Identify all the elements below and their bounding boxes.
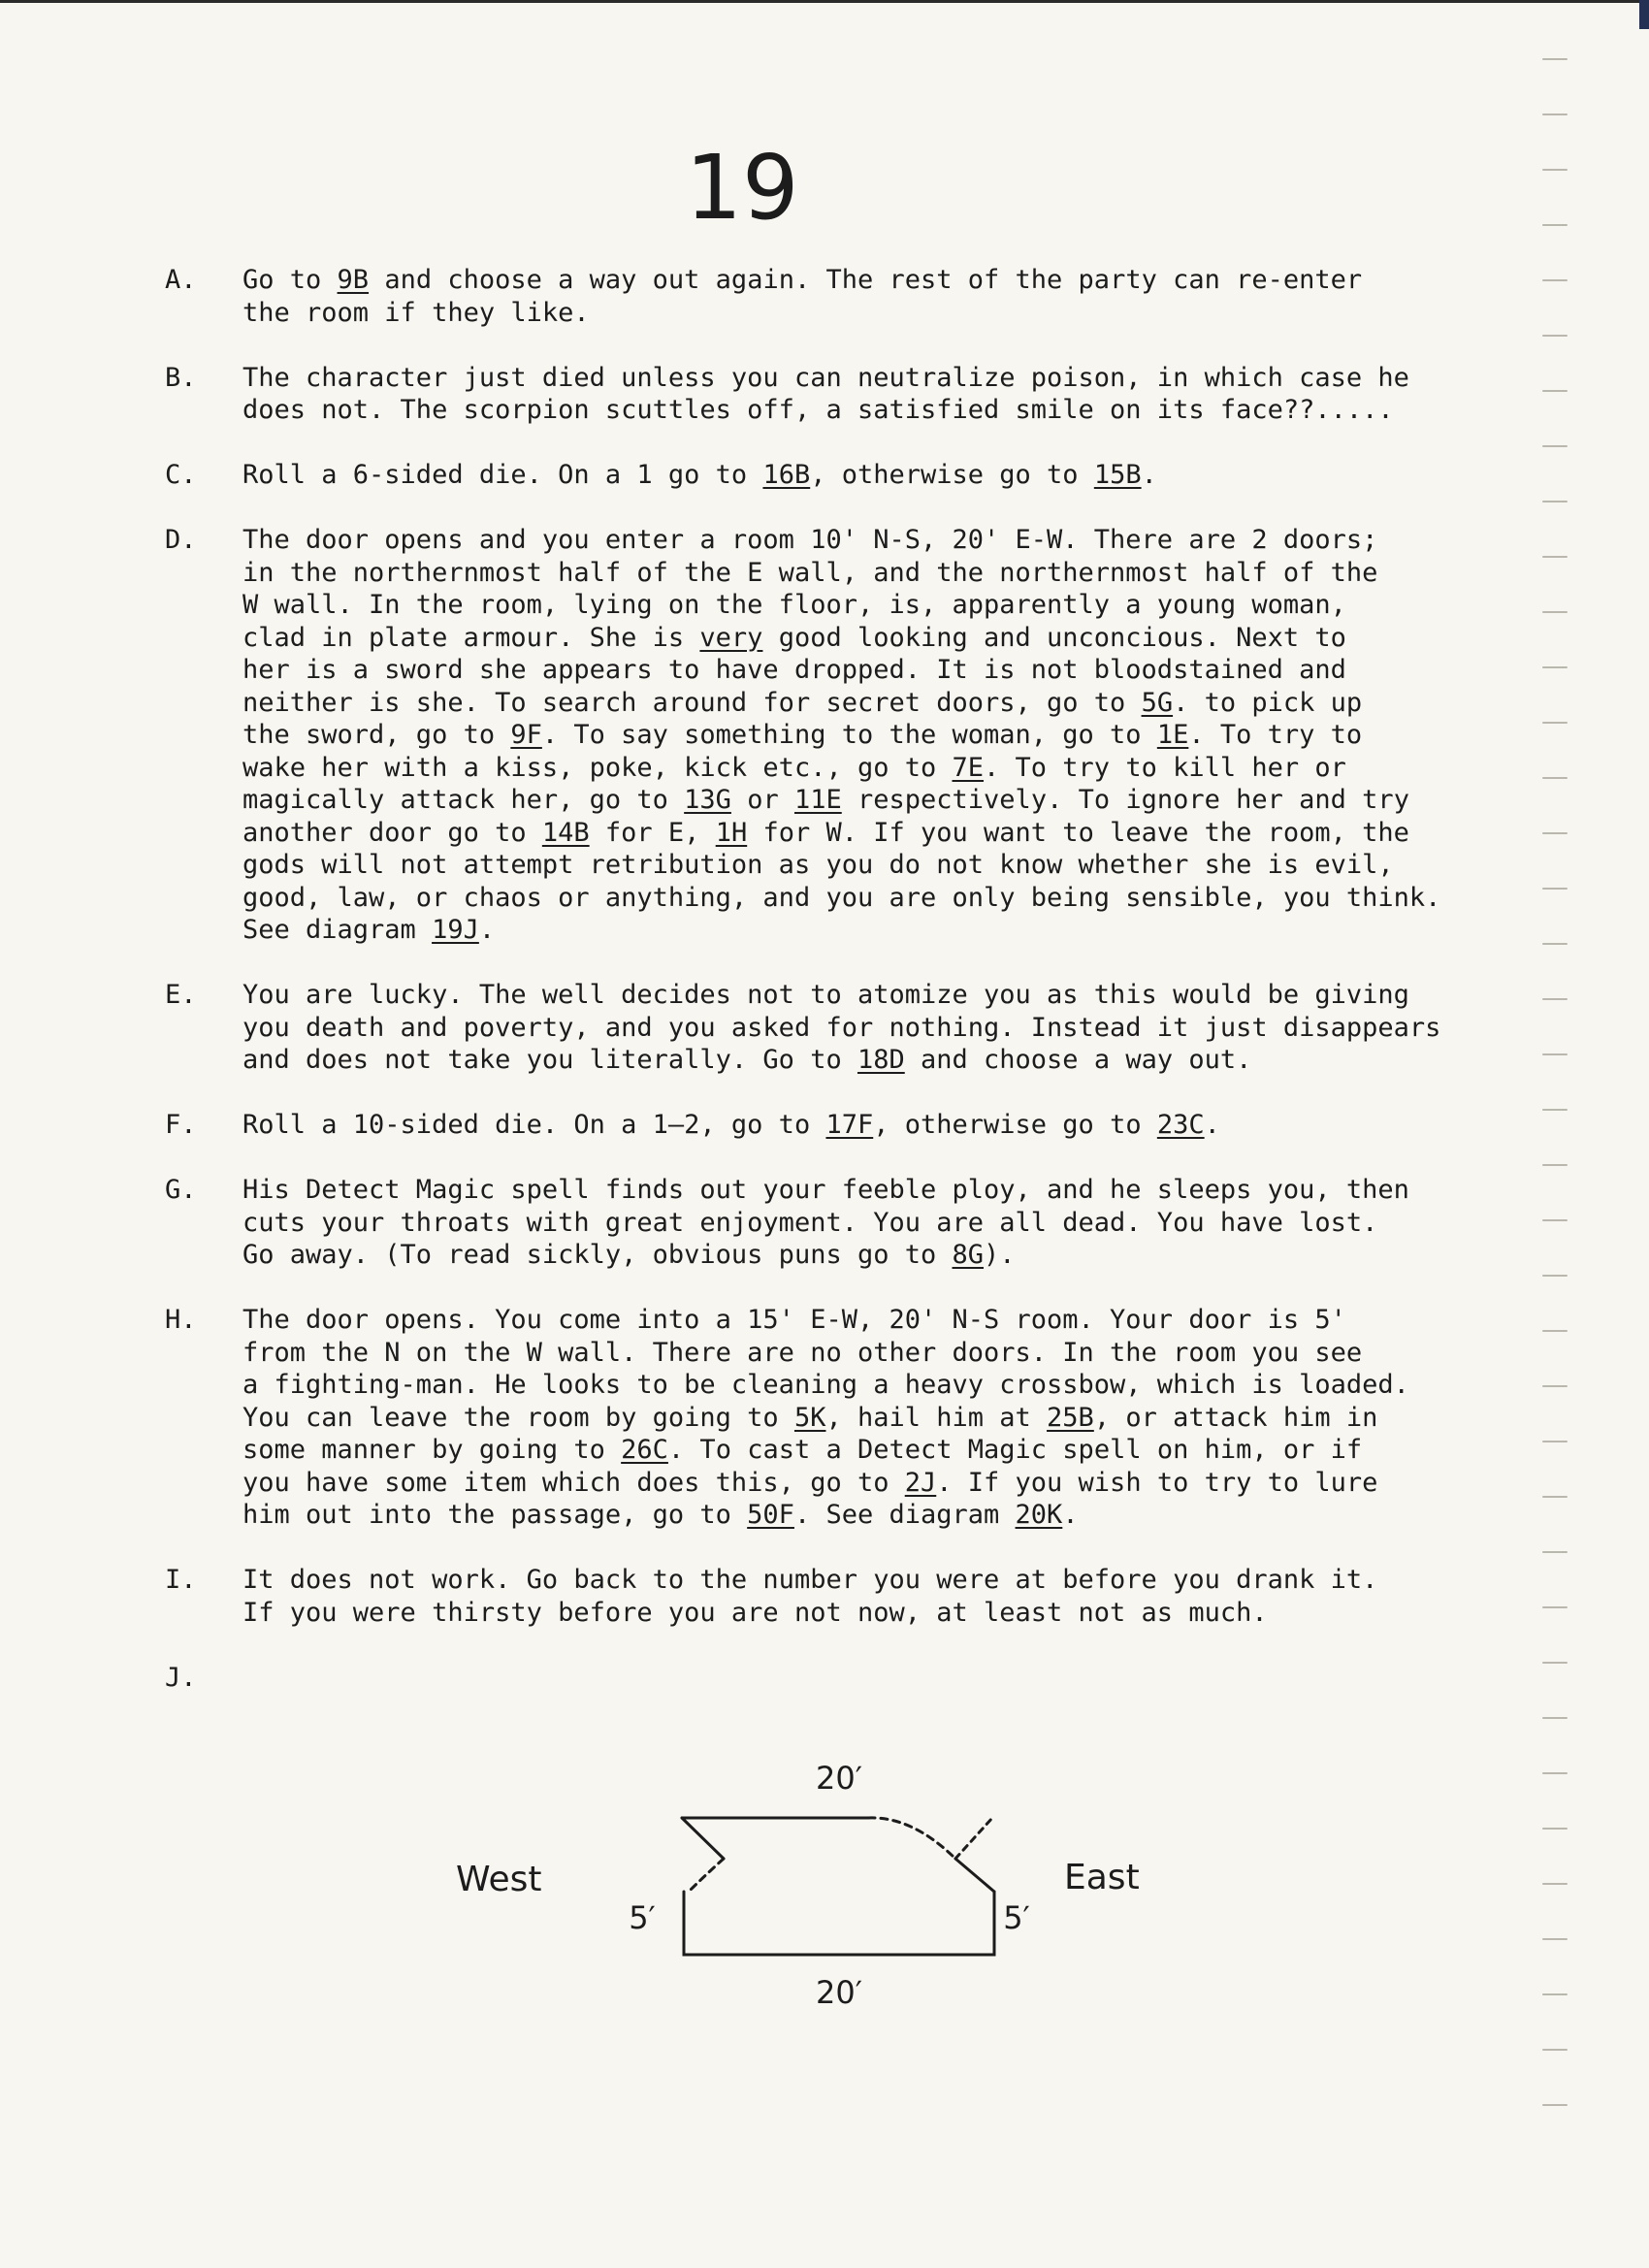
entry-text-segment: You are lucky. The well decides not to atomize you as this would be giving you death and poverty, and you asked for nothing. Instead it just disappears and does not take you literally. Go to <box>242 980 1441 1075</box>
entry-letter: G. <box>165 1175 197 1205</box>
entry-reference: 1E <box>1156 720 1189 750</box>
entry-text-segment: or <box>730 785 794 815</box>
binder-hole <box>1542 224 1568 226</box>
entry-text-segment: for E, <box>589 817 716 848</box>
entry-text-segment: , or attack him in some manner by going to <box>242 1402 1378 1465</box>
binder-hole <box>1542 1883 1568 1885</box>
entry-text-segment: for W. If you want to leave the room, the gods will not attempt retribution as you do not know whether she is evil, good, law, or chaos or anything, and you are only being sensible, you think. See diagram <box>242 817 1441 945</box>
east-label: East <box>1064 1858 1140 1897</box>
binder-hole <box>1542 501 1568 502</box>
room-wall-west-lower <box>684 1892 994 1955</box>
entry-text <box>242 1662 1494 1695</box>
binder-hole <box>1542 1330 1568 1332</box>
entry-letter: H. <box>165 1305 197 1335</box>
entry <box>165 264 1523 329</box>
page-top-edge <box>0 0 1649 3</box>
entry-reference: 7E <box>952 752 985 783</box>
entry-text <box>242 524 1494 947</box>
entry-text-segment: . See diagram <box>793 1500 1016 1530</box>
entry-reference: 1H <box>715 817 748 848</box>
entry-reference: 23C <box>1156 1110 1205 1140</box>
right-length-label: 5′ <box>1003 1899 1030 1936</box>
entry <box>165 524 1523 947</box>
entry-reference: 15B <box>1093 460 1142 490</box>
binder-hole <box>1542 1717 1568 1719</box>
room-door-east <box>955 1859 994 1892</box>
binder-hole <box>1542 445 1568 447</box>
entry-letter: A. <box>165 265 197 295</box>
entry-reference: 16B <box>762 460 811 490</box>
entry-text-segment: . <box>1062 1500 1079 1530</box>
binder-hole <box>1542 1772 1568 1774</box>
entry-reference: 20K <box>1015 1500 1063 1530</box>
entry-text-segment: . To try to kill her or magically attack her, go to <box>242 752 1346 815</box>
left-length-label: 5′ <box>629 1899 656 1936</box>
binder-corner <box>1639 0 1649 29</box>
binder-hole <box>1542 556 1568 558</box>
entry-text-segment: . <box>1141 460 1157 490</box>
entry-text <box>242 362 1494 427</box>
binder-hole <box>1542 2049 1568 2051</box>
entry-text-segment: . <box>1204 1110 1220 1140</box>
entry-letter: E. <box>165 980 197 1010</box>
entry-text-segment: Roll a 6-sided die. On a 1 go to <box>242 460 763 490</box>
entry-reference: 13G <box>684 785 731 815</box>
binder-hole <box>1542 1109 1568 1111</box>
binder-hole <box>1542 335 1568 337</box>
binder-hole <box>1542 888 1568 890</box>
entry-text-segment: . To try to wake her with a kiss, poke, kick etc., go to <box>242 720 1363 783</box>
binder-hole <box>1542 1219 1568 1221</box>
binder-hole <box>1542 1662 1568 1664</box>
entry-letter: F. <box>165 1110 197 1140</box>
entry-letter: D. <box>165 525 197 555</box>
entry-text-segment: Go to <box>242 265 338 295</box>
entry-text-segment: respectively. To ignore her and try another door go to <box>242 785 1409 848</box>
entry-text <box>242 459 1494 492</box>
entry-reference: very <box>699 622 763 653</box>
west-label: West <box>456 1860 542 1899</box>
entry-reference: 9B <box>337 265 370 295</box>
entry-text <box>242 1174 1494 1272</box>
room-diagram <box>427 1736 1164 2057</box>
entry-text-segment: The door opens. You come into a 15' E-W, 20' N-S room. Your door is 5' from the N on the W wall. There are no other doors. In the room you see a fighting-man. He looks to be cleaning a heavy crossbow, which is loaded. You can leave the room by going to <box>242 1305 1409 1433</box>
binder-hole <box>1542 832 1568 834</box>
binder-hole <box>1542 1164 1568 1166</box>
entry-reference: 11E <box>793 785 842 815</box>
binder-hole <box>1542 1275 1568 1277</box>
entry-reference: 18D <box>857 1045 905 1075</box>
entry <box>165 1109 1523 1142</box>
binder-hole <box>1542 1496 1568 1498</box>
entry-reference: 5G <box>1141 687 1174 718</box>
entry-text-segment: , hail him at <box>825 1402 1048 1433</box>
entry <box>165 979 1523 1077</box>
binder-hole <box>1542 943 1568 945</box>
page-number: 19 <box>685 136 799 240</box>
entry-letter: B. <box>165 362 197 393</box>
entry <box>165 1564 1523 1629</box>
binder-hole <box>1542 1385 1568 1387</box>
entry-text <box>242 1109 1494 1142</box>
entry-reference: 9F <box>510 720 542 750</box>
binder-hole <box>1542 722 1568 724</box>
entry-list <box>165 264 1523 1727</box>
binder-hole <box>1542 611 1568 613</box>
entry-text-segment: , otherwise go to <box>873 1110 1157 1140</box>
entry-text-segment: , otherwise go to <box>810 460 1094 490</box>
entry-text-segment: . to pick up the sword, go to <box>242 687 1363 750</box>
entry-reference: 5K <box>793 1402 826 1433</box>
entry-reference: 14B <box>541 817 590 848</box>
binder-hole <box>1542 390 1568 392</box>
binder-hole <box>1542 1053 1568 1055</box>
entry-text-segment: . To cast a Detect Magic spell on him, or if you have some item which does this, go to <box>242 1435 1363 1498</box>
binder-hole <box>1542 279 1568 281</box>
room-door-east-frame <box>955 1818 992 1859</box>
entry-text-segment: . <box>478 915 496 945</box>
entry-text <box>242 979 1494 1077</box>
room-door-west-arc <box>689 1859 724 1892</box>
entry-reference: 8G <box>952 1240 985 1270</box>
entry-text <box>242 1564 1494 1629</box>
entry <box>165 1304 1523 1532</box>
entry <box>165 362 1523 427</box>
entry-text-segment: The character just died unless you can neutralize poison, in which case he does not. The scorpion scuttles off, a satisfied smile on its face??..... <box>242 362 1409 425</box>
entry-text-segment: His Detect Magic spell finds out your feeble ploy, and he sleeps you, then cuts your throats with great enjoyment. You are all dead. You have lost. Go away. (To read sickly, obvious puns go to <box>242 1175 1409 1270</box>
binder-hole <box>1542 58 1568 60</box>
bottom-length-label: 20′ <box>816 1974 862 2011</box>
top-length-label: 20′ <box>816 1760 862 1797</box>
entry-letter: C. <box>165 460 197 490</box>
binder-hole <box>1542 777 1568 779</box>
entry-letter: J. <box>165 1662 197 1693</box>
entry-text-segment: . If you wish to try to lure him out into the passage, go to <box>242 1467 1378 1530</box>
binder-hole <box>1542 1993 1568 1995</box>
binder-hole <box>1542 2104 1568 2106</box>
binder-hole <box>1542 169 1568 171</box>
entry-text-segment: ). <box>984 1240 1016 1270</box>
entry <box>165 1174 1523 1272</box>
entry-text-segment: . To say something to the woman, go to <box>541 720 1157 750</box>
binder-hole <box>1542 113 1568 115</box>
entry-text-segment: It does not work. Go back to the number you were at before you drank it. If you were thirsty before you are not now, at least not as much. <box>242 1565 1378 1628</box>
room-door-east-arc <box>868 1818 955 1859</box>
entry-reference: 26C <box>621 1435 668 1465</box>
binder-hole <box>1542 666 1568 668</box>
binder-hole <box>1542 1441 1568 1442</box>
binder-hole <box>1542 1606 1568 1608</box>
entry-text <box>242 1304 1494 1532</box>
entry-reference: 25B <box>1047 1402 1094 1433</box>
entry-reference: 19J <box>432 915 479 945</box>
entry-text-segment: and choose a way out again. The rest of the party can re-enter the room if they like. <box>242 265 1363 328</box>
room-door-west <box>682 1818 724 1859</box>
entry-text-segment: and choose a way out. <box>904 1045 1252 1075</box>
entry-reference: 2J <box>904 1467 937 1498</box>
entry-text <box>242 264 1494 329</box>
binder-hole <box>1542 1938 1568 1940</box>
entry-letter: I. <box>165 1565 197 1595</box>
entry <box>165 1662 1523 1695</box>
entry-text-segment: good looking and unconcious. Next to her is a sword she appears to have dropped. It is not bloodstained and neither is she. To search around for secret doors, go to <box>242 622 1346 718</box>
binder-holes <box>1542 58 1571 2192</box>
entry-text-segment: The door opens and you enter a room 10' N-S, 20' E-W. There are 2 doors; in the northernmost half of the E wall, and the northernmost half of the W wall. In the room, lying on the floor, is, apparently a young woman, clad in plate armour. She is <box>242 525 1378 653</box>
entry-reference: 50F <box>747 1500 794 1530</box>
entry <box>165 459 1523 492</box>
binder-hole <box>1542 998 1568 1000</box>
binder-hole <box>1542 1828 1568 1830</box>
binder-hole <box>1542 1551 1568 1553</box>
entry-text-segment: Roll a 10-sided die. On a 1—2, go to <box>242 1110 826 1140</box>
entry-reference: 17F <box>825 1110 874 1140</box>
